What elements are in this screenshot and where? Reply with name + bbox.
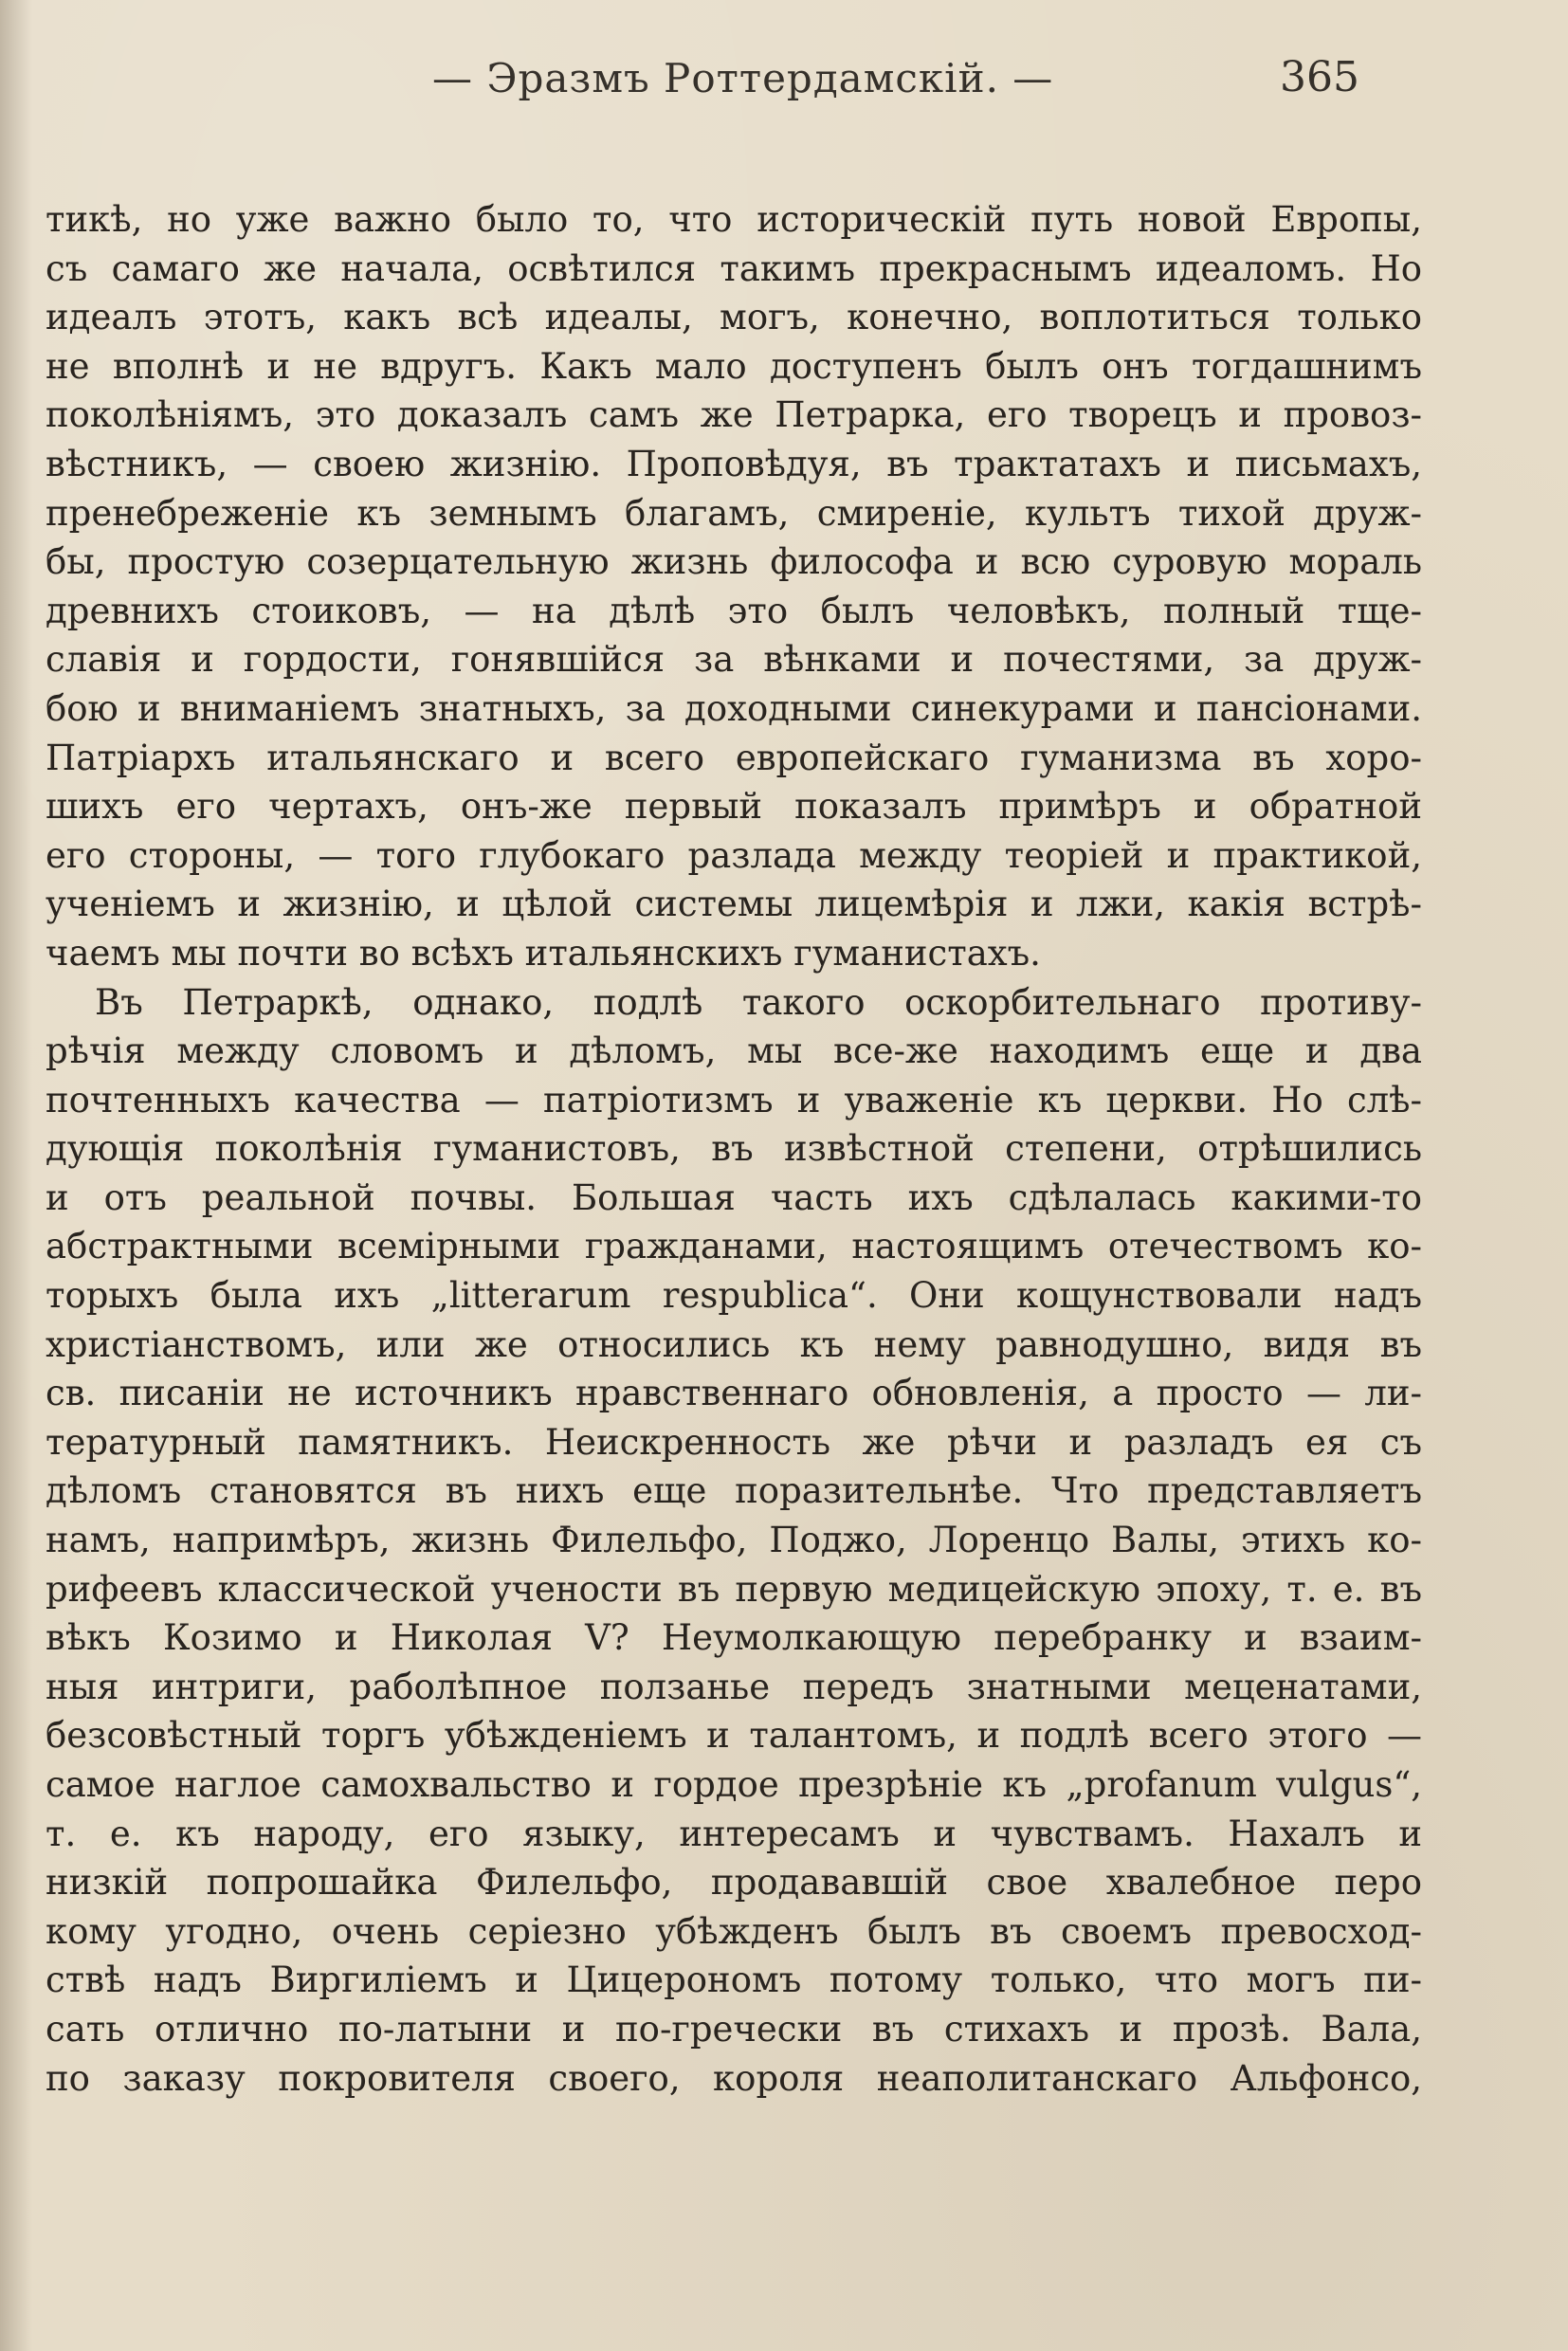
text-line: абстрактными всемірными гражданами, настоящимъ отечествомъ ко- xyxy=(46,1226,1422,1267)
text-line: безсовѣстный торгъ убѣжденіемъ и талантомъ, и подлѣ всего этого — xyxy=(46,1715,1422,1757)
text-line: славія и гордости, гонявшійся за вѣнками и почестями, за друж- xyxy=(46,639,1422,681)
text-line: бы, простую созерцательную жизнь философа и всю суровую мораль xyxy=(46,541,1422,583)
text-line: ствѣ надъ Виргиліемъ и Цицерономъ потому только, что могъ пи- xyxy=(46,1959,1422,2001)
body-text xyxy=(46,195,1422,2103)
text-line: т. е. къ народу, его языку, интересамъ и чувствамъ. Нахалъ и xyxy=(46,1813,1422,1854)
text-line: низкій попрошайка Филельфо, продававшій свое хвалебное перо xyxy=(46,1862,1422,1904)
text-line: дѣломъ становятся въ нихъ еще поразительнѣе. Что представляетъ xyxy=(46,1470,1422,1512)
text-line: древнихъ стоиковъ, — на дѣлѣ это былъ человѣкъ, полный тще- xyxy=(46,590,1422,631)
text-line: христіанствомъ, или же относились къ нему равнодушно, видя въ xyxy=(46,1323,1422,1365)
text-line: рѣчія между словомъ и дѣломъ, мы все-же находимъ еще и два xyxy=(46,1030,1422,1072)
text-line: тикѣ, но уже важно было то, что историческій путь новой Европы, xyxy=(46,199,1422,240)
text-line: его стороны, — того глубокаго разлада между теоріей и практикой, xyxy=(46,834,1422,876)
text-line: Въ Петраркѣ, однако, подлѣ такого оскорбительнаго противу- xyxy=(95,981,1422,1023)
text-line: рифеевъ классической учености въ первую медицейскую эпоху, т. е. въ xyxy=(46,1568,1422,1610)
text-line: св. писаніи не источникъ нравственнаго обновленія, а просто — ли- xyxy=(46,1373,1422,1414)
text-line: торыхъ была ихъ „litterarum respublica“. Они кощунствовали надъ xyxy=(46,1275,1422,1317)
page-header xyxy=(46,49,1392,116)
paragraph-1 xyxy=(46,195,1422,978)
text-line: дующія поколѣнія гуманистовъ, въ извѣстной степени, отрѣшились xyxy=(46,1128,1422,1170)
page-gutter-shadow xyxy=(0,0,32,2351)
text-line: сать отлично по-латыни и по-гречески въ стихахъ и прозѣ. Вала, xyxy=(46,2008,1422,2050)
text-line: и отъ реальной почвы. Большая часть ихъ сдѣлалась какими-то xyxy=(46,1176,1422,1218)
text-line: ученіемъ и жизнію, и цѣлой системы лицемѣрія и лжи, какія встрѣ- xyxy=(46,884,1422,925)
text-line: тературный памятникъ. Неискренность же рѣчи и разладъ ея съ xyxy=(46,1421,1422,1463)
text-line: почтенныхъ качества — патріотизмъ и уваженіе къ церкви. Но слѣ- xyxy=(46,1079,1422,1121)
paragraph-2 xyxy=(46,978,1422,2104)
text-line: вѣстникъ, — своею жизнію. Проповѣдуя, въ трактатахъ и письмахъ, xyxy=(46,443,1422,484)
text-line: шихъ его чертахъ, онъ-же первый показалъ примѣръ и обратной xyxy=(46,786,1422,828)
text-line: не вполнѣ и не вдругъ. Какъ мало доступенъ былъ онъ тогдашнимъ xyxy=(46,345,1422,387)
text-line: самое наглое самохвальство и гордое презрѣніе къ „profanum vulgus“, xyxy=(46,1764,1422,1805)
text-line: бою и вниманіемъ знатныхъ, за доходными синекурами и пансіонами. xyxy=(46,687,1422,729)
text-line: съ самаго же начала, освѣтился такимъ прекраснымъ идеаломъ. Но xyxy=(46,247,1422,289)
text-line: намъ, напримѣръ, жизнь Филельфо, Поджо, Лоренцо Валы, этихъ ко- xyxy=(46,1520,1422,1561)
text-line: вѣкъ Козимо и Николая V? Неумолкающую перебранку и взаим- xyxy=(46,1617,1422,1659)
page-number: 365 xyxy=(1280,53,1359,101)
text-line: идеалъ этотъ, какъ всѣ идеалы, могъ, конечно, воплотиться только xyxy=(46,297,1422,338)
text-line: пренебреженіе къ земнымъ благамъ, смиреніе, культъ тихой друж- xyxy=(46,492,1422,534)
text-line: поколѣніямъ, это доказалъ самъ же Петрарка, его творецъ и провоз- xyxy=(46,394,1422,436)
text-line: Патріархъ итальянскаго и всего европейскаго гуманизма въ хоро- xyxy=(46,737,1422,778)
text-line: чаемъ мы почти во всѣхъ итальянскихъ гуманистахъ. xyxy=(46,932,1041,974)
text-line: кому угодно, очень серіезно убѣжденъ былъ въ своемъ превосход- xyxy=(46,1910,1422,1952)
text-line: по заказу покровителя своего, короля неаполитанскаго Альфонсо, xyxy=(46,2057,1422,2099)
text-line: ныя интриги, раболѣпное ползанье передъ знатными меценатами, xyxy=(46,1666,1422,1707)
running-head: — Эразмъ Роттердамскій. — xyxy=(432,55,1054,101)
